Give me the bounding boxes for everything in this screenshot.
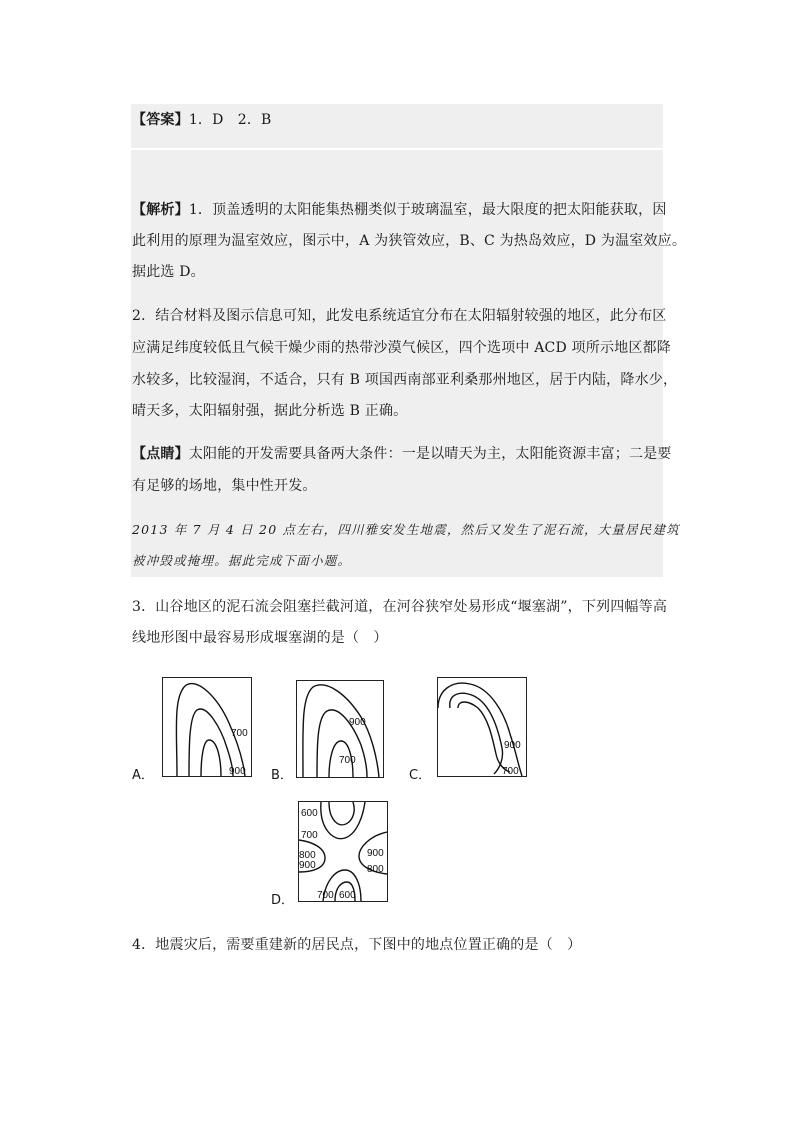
answer-text: 1．D 2．B bbox=[188, 112, 272, 128]
q4-line: 4．地震灾后，需要重建新的居民点，下图中的地点位置正确的是（ ） bbox=[132, 937, 582, 953]
analysis-part2-line-1: 2．结合材料及图示信息可知，此发电系统适宜分布在太阳辐射较强的地区，此分布区 bbox=[132, 308, 667, 324]
comment-line-1 bbox=[132, 444, 672, 464]
option-d-label-700-left: 700 bbox=[301, 830, 318, 841]
option-d-label-900-right: 900 bbox=[367, 848, 384, 859]
answer-line bbox=[132, 110, 272, 130]
material-line-1: 2013 年 7 月 4 日 20 点左右，四川雅安发生地震，然后又发生了泥石流，大量居民建筑 bbox=[132, 522, 680, 537]
option-b-label: B． bbox=[271, 768, 293, 783]
option-b-label-900: 900 bbox=[349, 717, 366, 728]
option-d-label-900-left: 900 bbox=[299, 860, 316, 871]
option-a-label: A． bbox=[132, 768, 154, 783]
option-c-contour-map[interactable] bbox=[437, 677, 527, 777]
material-line-2: 被冲毁或掩埋。据此完成下面小题。 bbox=[132, 553, 352, 568]
comment-line-2: 有足够的场地，集中性开发。 bbox=[132, 478, 317, 494]
option-d-label-600-top: 600 bbox=[301, 808, 318, 819]
option-a-label-900: 900 bbox=[229, 766, 246, 776]
option-c-label: C． bbox=[409, 768, 432, 783]
analysis-part2-line-4: 晴天多，太阳辐射强，据此分析选 B 正确。 bbox=[132, 403, 408, 419]
answer-tag: 【答案】 bbox=[132, 112, 189, 128]
analysis-part2-line-2: 应满足纬度较低且气候干燥少雨的热带沙漠气候区，四个选项中 ACD 项所示地区都降 bbox=[132, 340, 671, 356]
option-d-label-600-bottom: 600 bbox=[339, 890, 356, 901]
option-b-contour-map[interactable] bbox=[296, 680, 384, 778]
option-c-label-900: 900 bbox=[504, 740, 521, 751]
option-d-contour-map[interactable] bbox=[298, 801, 388, 902]
comment-tag: 【点睛】 bbox=[132, 446, 189, 462]
option-d-label-800-right: 800 bbox=[367, 864, 384, 875]
analysis-line-3: 据此选 D。 bbox=[132, 264, 205, 280]
q3-line-1: 3．山谷地区的泥石流会阻塞拦截河道，在河谷狭窄处易形成“堰塞湖”，下列四幅等高 bbox=[132, 599, 668, 615]
analysis-text-1: 1．顶盖透明的太阳能集热棚类似于玻璃温室，最大限度的把太阳能获取，因 bbox=[188, 202, 667, 218]
q3-line-2: 线地形图中最容易形成堰塞湖的是（ ） bbox=[132, 630, 388, 646]
analysis-tag: 【解析】 bbox=[132, 202, 189, 218]
option-a-label-700: 700 bbox=[231, 728, 248, 739]
option-a-contour-map[interactable] bbox=[162, 677, 252, 777]
option-b-label-700: 700 bbox=[339, 755, 356, 766]
comment-text-1: 太阳能的开发需要具备两大条件：一是以晴天为主，太阳能资源丰富；二是要 bbox=[188, 446, 672, 462]
option-d-label: D． bbox=[271, 893, 295, 908]
analysis-part2-line-3: 水较多，比较湿润，不适合，只有 B 项国西南部亚利桑那州地区，居于内陆，降水少， bbox=[132, 372, 678, 388]
option-d-label-800-left: 800 bbox=[299, 850, 316, 861]
option-c-label-700: 700 bbox=[502, 766, 519, 776]
option-d-label-700-bottom: 700 bbox=[317, 890, 334, 901]
analysis-line-1 bbox=[132, 200, 667, 220]
analysis-line-2: 此利用的原理为温室效应，图示中，A 为狭管效应，B、C 为热岛效应，D 为温室效应。 bbox=[132, 233, 687, 249]
